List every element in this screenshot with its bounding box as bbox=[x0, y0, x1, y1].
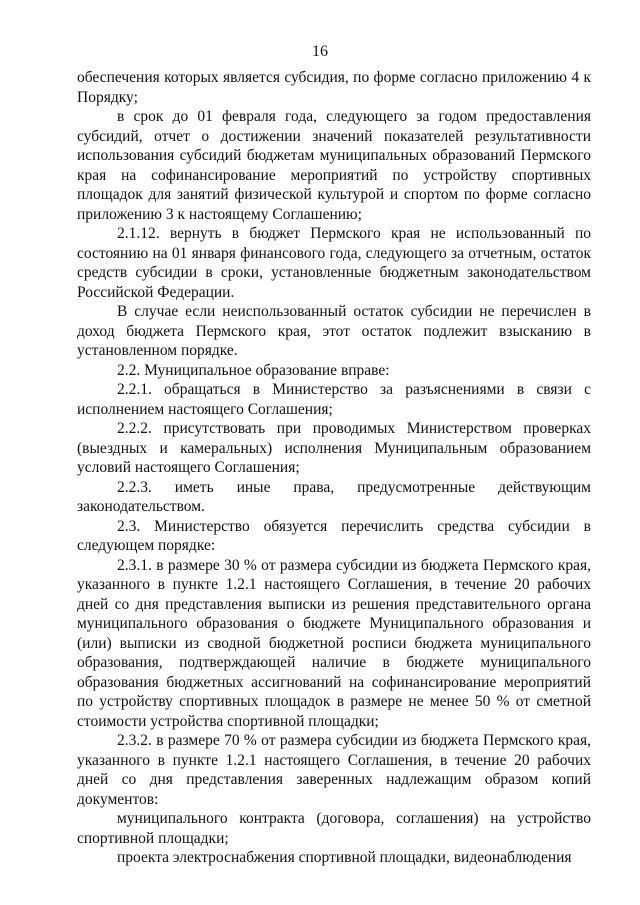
paragraph: 2.3. Министерство обязуется перечислить средства субсидии в следующем порядке: bbox=[77, 517, 591, 554]
paragraph: В случае если неиспользованный остаток субсидии не перечислен в доход бюджета Пермского края, этот остаток подлежит взысканию в установленном порядке. bbox=[77, 303, 591, 359]
paragraph: 2.3.1. в размере 30 % от размера субсидии из бюджета Пермского края, указанного в пункте 1.2.1 настоящего Соглашения, в течение 20 рабочих дней со дня представления выписки из решения представительного органа муниципального образования о бюджете Муниципального образования и (или) выписки из сводной бюджетной росписи бюджета муниципального образования, подтверждающей наличие в бюджете муниципального образования бюджетных ассигнований на софинансирование мероприятий по устройству спортивных площадок в размере не менее 50 % от сметной стоимости устройства спортивной площадки; bbox=[77, 556, 591, 730]
paragraph: муниципального контракта (договора, соглашения) на устройство спортивной площадки; bbox=[77, 810, 591, 847]
paragraph: 2.1.12. вернуть в бюджет Пермского края не использованный по состоянию на 01 января финансового года, следующего за отчетным, остаток средств субсидии в сроки, установленные бюджетным законодательством Российской Федерации. bbox=[77, 225, 591, 301]
paragraph: обеспечения которых является субсидия, по форме согласно приложению 4 к Порядку; bbox=[77, 69, 591, 106]
paragraph: 2.3.2. в размере 70 % от размера субсидии из бюджета Пермского края, указанного в пункте 1.2.1 настоящего Соглашения, в течение 20 рабочих дней со дня представления заверенных надлежащим образом копий документов: bbox=[77, 732, 591, 808]
paragraph: 2.2.2. присутствовать при проводимых Министерством проверках (выездных и камеральных) исполнения Муниципальным образованием условий настоящего Соглашения; bbox=[77, 420, 591, 476]
paragraph: 2.2.1. обращаться в Министерство за разъяснениями в связи с исполнением настоящего Соглашения; bbox=[77, 381, 591, 418]
document-body bbox=[77, 68, 591, 868]
paragraph: 2.2.3. иметь иные права, предусмотренные действующим законодательством. bbox=[77, 478, 591, 515]
paragraph: в срок до 01 февраля года, следующего за годом предоставления субсидий, отчет о достижении значений показателей результативности использования субсидий бюджетам муниципальных образований Пермского края на софинансирование мероприятий по устройству спортивных площадок для занятий физической культурой и спортом по форме согласно приложению 3 к настоящему Соглашению; bbox=[77, 108, 591, 223]
page-number: 16 bbox=[312, 43, 328, 60]
paragraph: 2.2. Муниципальное образование вправе: bbox=[117, 361, 390, 379]
paragraph: проекта электроснабжения спортивной площадки, видеонаблюдения bbox=[117, 849, 572, 866]
